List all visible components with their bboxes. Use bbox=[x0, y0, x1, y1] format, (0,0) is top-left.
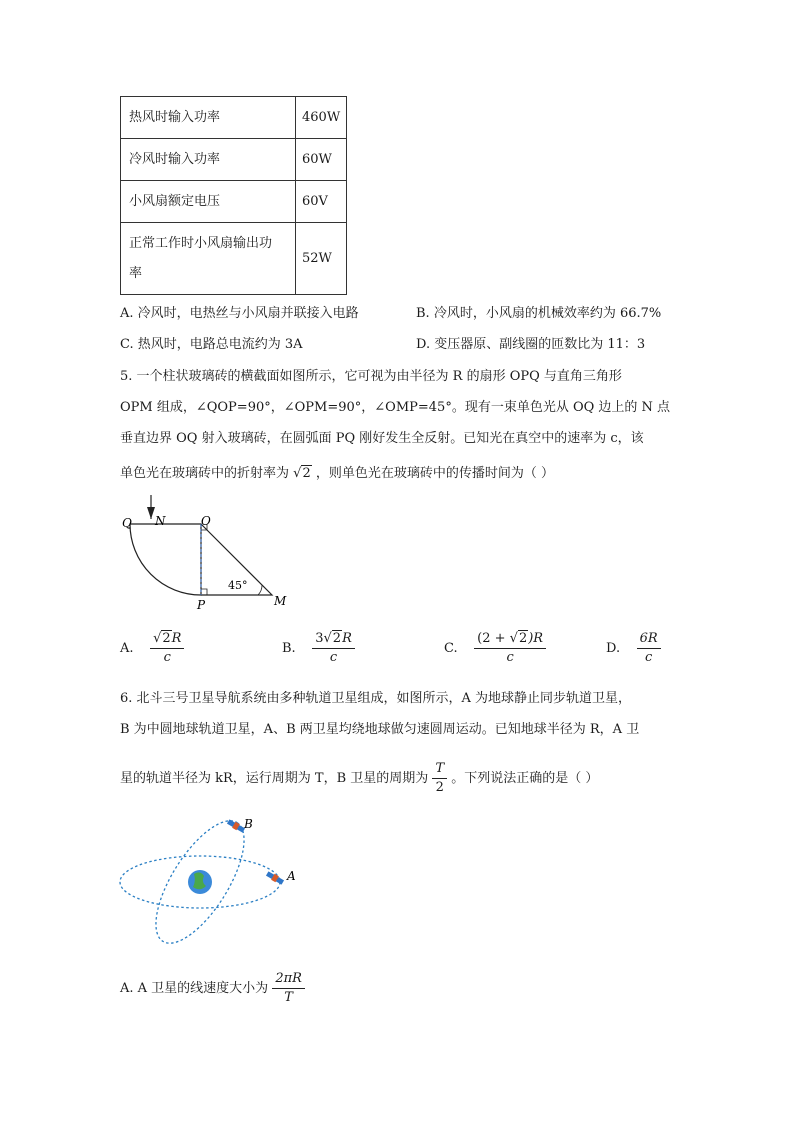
q6-line-3 bbox=[120, 760, 598, 797]
point-label-o: O bbox=[201, 514, 211, 528]
q6-line-3-post: 。下列说法正确的是（ ） bbox=[451, 771, 599, 786]
q6-line-3-pre: 星的轨道半径为 kR，运行周期为 T，B 卫星的周期为 bbox=[120, 771, 429, 786]
point-label-q: Q bbox=[122, 516, 132, 530]
satellite-a-icon bbox=[265, 870, 284, 885]
spec-table bbox=[120, 96, 347, 295]
sector-opq bbox=[130, 524, 201, 595]
q5-line-4 bbox=[120, 464, 554, 484]
table-cell-label-line1: 正常工作时小风扇输出功 bbox=[129, 235, 273, 251]
table-cell-value: 60W bbox=[296, 139, 347, 181]
table-row bbox=[121, 181, 347, 223]
q5-line-1: 5. 一个柱状玻璃砖的横截面如图所示，它可视为由半径为 R 的扇形 OPQ 与直角三角形 bbox=[120, 369, 622, 384]
sqrt-expression: √2 bbox=[293, 466, 311, 481]
satellite-orbit-figure bbox=[110, 810, 310, 950]
table-cell-label-line2: 率 bbox=[129, 265, 143, 281]
table-cell-label: 热风时输入功率 bbox=[121, 97, 296, 139]
q5-line-4-post: ，则单色光在玻璃砖中的传播时间为（ ） bbox=[315, 466, 555, 481]
table-cell-label: 小风扇额定电压 bbox=[121, 181, 296, 223]
point-label-m: M bbox=[274, 594, 287, 608]
option-letter: A. bbox=[120, 641, 134, 656]
fraction: $\frac{T}{2}$ bbox=[432, 760, 447, 797]
q4-option-b: B. 冷风时，小风扇的机械效率约为 66.7% bbox=[416, 306, 662, 321]
table-row bbox=[121, 97, 347, 139]
point-label-n: N bbox=[155, 514, 166, 528]
table-row bbox=[121, 139, 347, 181]
point-label-p: P bbox=[197, 598, 206, 612]
table-cell-value: 460W bbox=[296, 97, 347, 139]
q6-option-a-text: A. A 卫星的线速度大小为 bbox=[120, 981, 269, 996]
q5-option-c bbox=[444, 630, 546, 667]
right-angle-mark-p bbox=[201, 589, 207, 595]
satellite-b-icon bbox=[226, 818, 245, 833]
fraction: $\frac{3√2R}{c}$ bbox=[312, 630, 355, 667]
fraction: $\frac{6R}{c}$ bbox=[637, 630, 661, 667]
arrow-head-icon bbox=[147, 507, 155, 519]
fraction: $\frac{(2 + √2)R}{c}$ bbox=[474, 630, 546, 667]
option-letter: D. bbox=[606, 641, 621, 656]
q4-option-c: C. 热风时，电路总电流约为 3A bbox=[120, 337, 303, 352]
table-cell-label: 冷风时输入功率 bbox=[121, 139, 296, 181]
q5-option-d bbox=[606, 630, 661, 667]
angle-arc-m bbox=[258, 585, 262, 595]
table-row bbox=[121, 223, 347, 295]
q6-line-2: B 为中圆地球轨道卫星，A、B 两卫星均绕地球做匀速圆周运动。已知地球半径为 R，A 卫 bbox=[120, 722, 640, 737]
satellite-label-b: B bbox=[244, 817, 253, 831]
table-cell-value: 60V bbox=[296, 181, 347, 223]
fraction: $\frac{√2R}{c}$ bbox=[150, 630, 184, 667]
q5-option-b bbox=[282, 630, 355, 667]
fraction: $\frac{2\pi R}{T}$ bbox=[272, 970, 305, 1007]
q5-line-4-pre: 单色光在玻璃砖中的折射率为 bbox=[120, 466, 290, 481]
glass-brick-figure bbox=[110, 495, 300, 615]
q4-option-d: D. 变压器原、副线圈的匝数比为 11：3 bbox=[416, 337, 646, 352]
satellite-label-a: A bbox=[287, 869, 296, 883]
q6-line-1: 6. 北斗三号卫星导航系统由多种轨道卫星组成，如图所示，A 为地球静止同步轨道卫星， bbox=[120, 691, 632, 706]
q5-line-3: 垂直边界 OQ 射入玻璃砖，在圆弧面 PQ 刚好发生全反射。已知光在真空中的速率为 c，该 bbox=[120, 431, 644, 446]
table-cell-value: 52W bbox=[296, 223, 347, 295]
q5-option-a bbox=[120, 630, 184, 667]
q4-option-a: A. 冷风时，电热丝与小风扇并联接入电路 bbox=[120, 306, 359, 321]
option-letter: C. bbox=[444, 641, 458, 656]
table-cell-label bbox=[121, 223, 296, 295]
option-letter: B. bbox=[282, 641, 296, 656]
q6-option-a bbox=[120, 970, 305, 1007]
angle-label: 45° bbox=[228, 579, 248, 592]
q5-line-2: OPM 组成，∠QOP=90°，∠OPM=90°，∠OMP=45°。现有一束单色光从 OQ 边上的 N 点 bbox=[120, 400, 671, 415]
